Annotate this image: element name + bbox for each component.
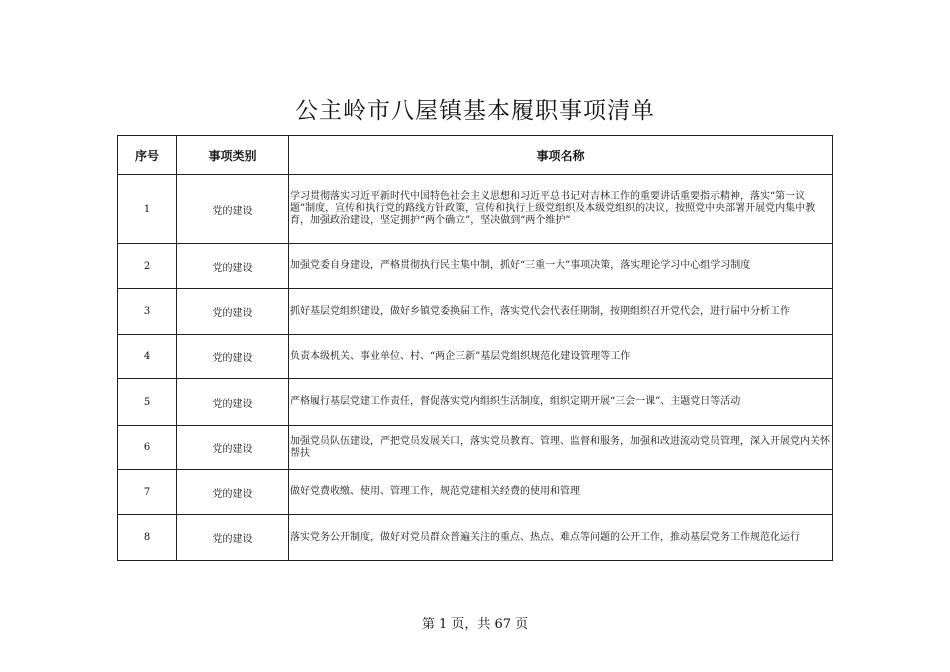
row-category: 党的建设	[177, 175, 289, 244]
row-name: 抓好基层党组织建设，做好乡镇党委换届工作，落实党代会代表任期制，按期组织召开党代会，进行届中分析工作	[289, 289, 833, 335]
table-header-row	[118, 136, 833, 175]
row-name: 落实党务公开制度，做好对党员群众普遍关注的重点、热点、难点等问题的公开工作，推动基层党务工作规范化运行	[289, 515, 833, 561]
row-category: 党的建设	[177, 515, 289, 561]
table-row	[118, 335, 833, 379]
row-category: 党的建设	[177, 289, 289, 335]
row-no: 4	[118, 335, 177, 379]
row-no: 3	[118, 289, 177, 335]
row-category: 党的建设	[177, 379, 289, 426]
row-category: 党的建设	[177, 470, 289, 515]
table-row	[118, 244, 833, 289]
row-no: 6	[118, 426, 177, 470]
table-row	[118, 515, 833, 561]
table-row	[118, 470, 833, 515]
row-name: 严格履行基层党建工作责任，督促落实党内组织生活制度，组织定期开展“三会一课”、主题党日等活动	[289, 379, 833, 426]
page-number-footer: 第 1 页，共 67 页	[421, 617, 529, 632]
header-no: 序号	[118, 136, 177, 175]
duty-list-table	[117, 135, 833, 561]
header-category: 事项类别	[177, 136, 289, 175]
row-no: 2	[118, 244, 177, 289]
table-row	[118, 379, 833, 426]
table-row	[118, 426, 833, 470]
row-name: 做好党费收缴、使用、管理工作，规范党建相关经费的使用和管理	[289, 470, 833, 515]
row-name: 加强党委自身建设，严格贯彻执行民主集中制，抓好“三重一大”事项决策，落实理论学习中心组学习制度	[289, 244, 833, 289]
row-name: 学习贯彻落实习近平新时代中国特色社会主义思想和习近平总书记对吉林工作的重要讲话重要指示精神，落实“第一议题”制度，宣传和执行党的路线方针政策，宣传和执行上级党组织及本级党组织的决议，按照党中央部署开展党内集中教育，加强政治建设，坚定拥护“两个确立”，坚决做到“两个维护”	[289, 175, 833, 244]
header-name: 事项名称	[289, 136, 833, 175]
document-title: 公主岭市八屋镇基本履职事项清单	[295, 98, 655, 124]
table-row	[118, 175, 833, 244]
row-name: 加强党员队伍建设，严把党员发展关口，落实党员教育、管理、监督和服务，加强和改进流动党员管理，深入开展党内关怀帮扶	[289, 426, 833, 470]
row-category: 党的建设	[177, 426, 289, 470]
row-no: 5	[118, 379, 177, 426]
row-category: 党的建设	[177, 335, 289, 379]
row-category: 党的建设	[177, 244, 289, 289]
row-no: 7	[118, 470, 177, 515]
table-row	[118, 289, 833, 335]
row-name: 负责本级机关、事业单位、村、“两企三新”基层党组织规范化建设管理等工作	[289, 335, 833, 379]
row-no: 8	[118, 515, 177, 561]
row-no: 1	[118, 175, 177, 244]
